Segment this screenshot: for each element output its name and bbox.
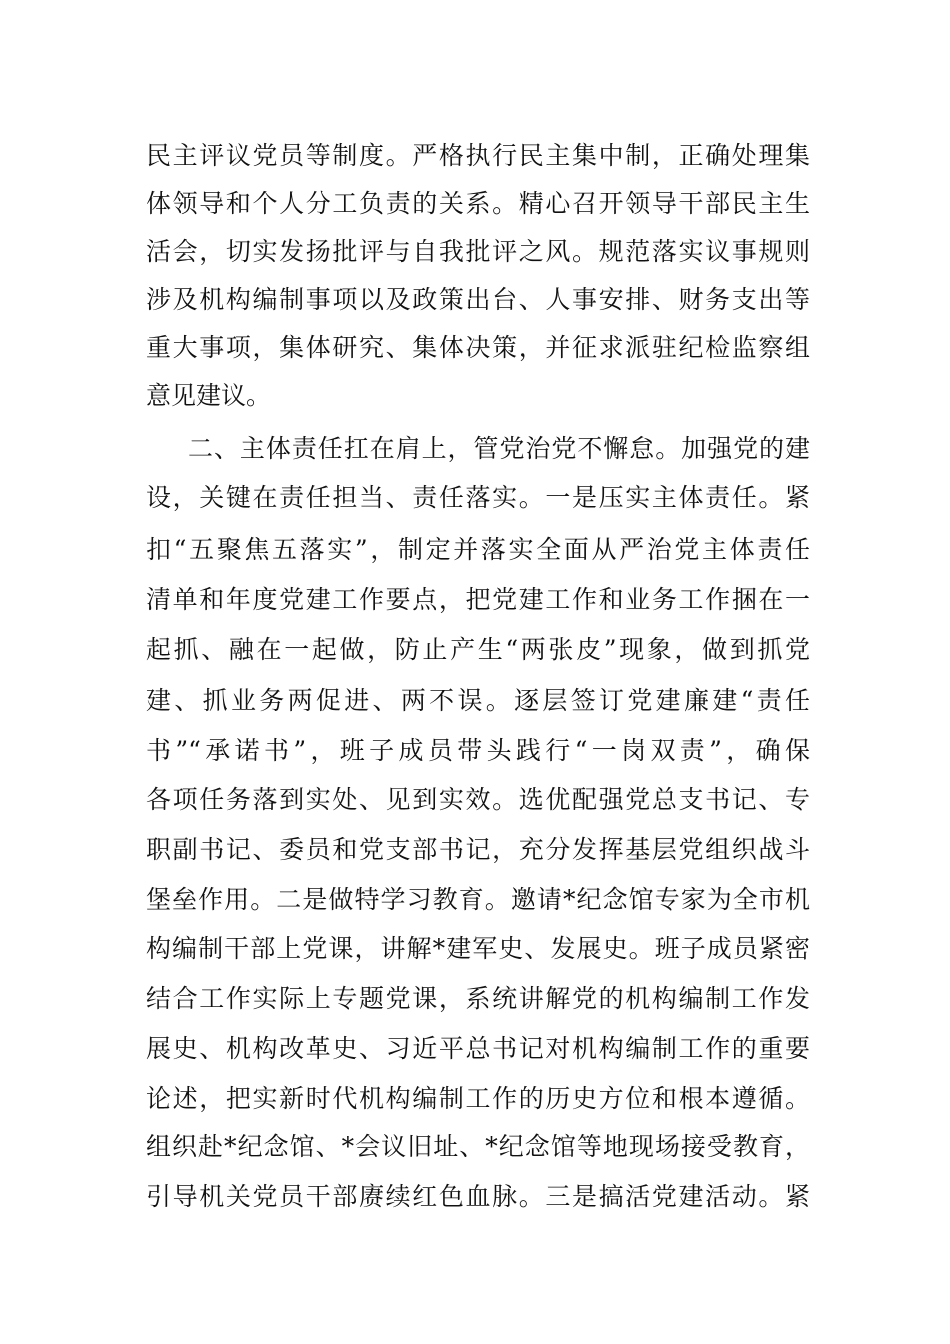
text-line-1: 民主评议党员等制度。严格执行民主集中制，正确处理集 xyxy=(146,141,810,170)
text-line-11: 起抓、融在一起做，防止产生“两张皮”现象，做到抓党 xyxy=(146,635,810,664)
text-line-15: 职副书记、委员和党支部书记，充分发挥基层党组织战斗 xyxy=(146,835,810,864)
text-line-22: 引导机关党员干部赓续红色血脉。三是搞活党建活动。紧 xyxy=(146,1182,810,1211)
text-line-14: 各项任务落到实处、见到实效。选优配强党总支书记、专 xyxy=(146,785,810,814)
text-line-4: 涉及机构编制事项以及政策出台、人事安排、财务支出等 xyxy=(146,285,810,314)
text-line-17: 构编制干部上党课，讲解*建军史、发展史。班子成员紧密 xyxy=(146,934,810,963)
text-line-6: 意见建议。 xyxy=(146,381,272,410)
text-line-8: 设，关键在责任担当、责任落实。一是压实主体责任。紧 xyxy=(146,483,810,512)
text-line-7: 二、主体责任扛在肩上，管党治党不懈怠。加强党的建 xyxy=(188,434,810,463)
text-line-19: 展史、机构改革史、习近平总书记对机构编制工作的重要 xyxy=(146,1034,810,1063)
text-line-3: 活会，切实发扬批评与自我批评之风。规范落实议事规则 xyxy=(146,237,810,266)
text-line-21: 组织赴*纪念馆、*会议旧址、*纪念馆等地现场接受教育， xyxy=(146,1132,810,1161)
text-line-12: 建、抓业务两促进、两不误。逐层签订党建廉建“责任 xyxy=(146,686,810,715)
text-line-5: 重大事项，集体研究、集体决策，并征求派驻纪检监察组 xyxy=(146,333,810,362)
text-line-20: 论述，把实新时代机构编制工作的历史方位和根本遵循。 xyxy=(146,1084,810,1113)
text-line-2: 体领导和个人分工负责的关系。精心召开领导干部民主生 xyxy=(146,189,810,218)
text-line-16: 堡垒作用。二是做特学习教育。邀请*纪念馆专家为全市机 xyxy=(146,885,810,914)
text-line-9: 扣“五聚焦五落实”，制定并落实全面从严治党主体责任 xyxy=(146,535,810,564)
text-line-10: 清单和年度党建工作要点，把党建工作和业务工作捆在一 xyxy=(146,585,810,614)
text-line-18: 结合工作实际上专题党课，系统讲解党的机构编制工作发 xyxy=(146,984,810,1013)
text-line-13: 书”“承诺书”，班子成员带头践行“一岗双责”，确保 xyxy=(146,736,810,765)
